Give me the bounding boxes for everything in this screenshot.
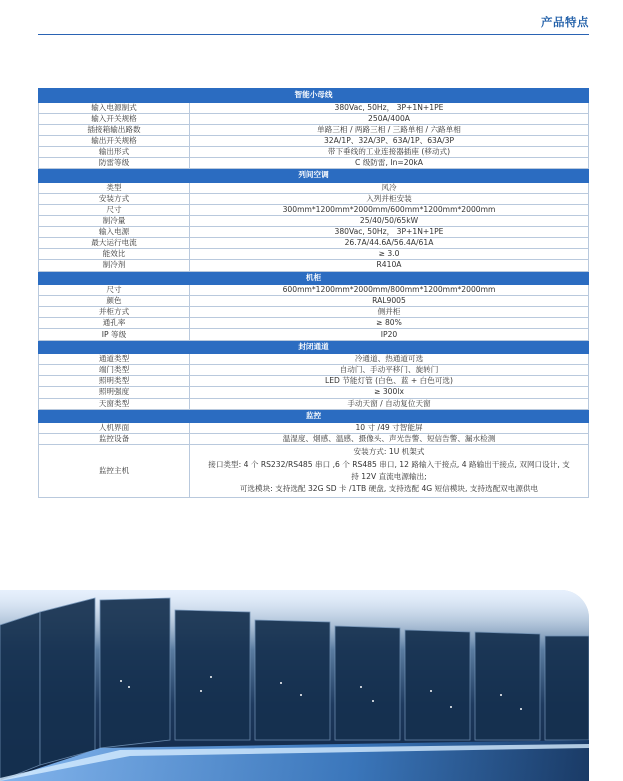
- spec-value-line: 接口类型: 4 个 RS232/RS485 串口 ,6 个 RS485 串口, 12 路输入干接点, 4 路输出干接点, 双网口设计, 支: [208, 459, 570, 469]
- spec-label: 照明强度: [39, 387, 190, 398]
- spec-value: 25/40/50/65kW: [190, 216, 589, 227]
- spec-row: [39, 260, 589, 271]
- spec-label: 输出形式: [39, 146, 190, 157]
- section-header-row: [39, 169, 589, 183]
- spec-value: 300mm*1200mm*2000mm/600mm*1200mm*2000mm: [190, 204, 589, 215]
- data-center-hero-image: [0, 590, 589, 781]
- spec-value: 风冷: [190, 182, 589, 193]
- spec-value: ≥ 3.0: [190, 249, 589, 260]
- spec-row: [39, 285, 589, 296]
- spec-value-line: 可选模块: 支持选配 32G SD 卡 /1TB 硬盘, 支持选配 4G 短信模块, 支持选配双电源供电: [239, 484, 539, 494]
- spec-value: 600mm*1200mm*2000mm/800mm*1200mm*2000mm: [190, 285, 589, 296]
- spec-row: [39, 307, 589, 318]
- spec-row: [39, 423, 589, 434]
- section-title: 封闭通道: [39, 340, 589, 354]
- spec-value: 32A/1P、32A/3P、63A/1P、63A/3P: [190, 135, 589, 146]
- spec-row: [39, 124, 589, 135]
- spec-value: 自动门、手动平移门、旋转门: [190, 365, 589, 376]
- spec-label: 人机界面: [39, 423, 190, 434]
- spec-value: 温湿度、烟感、温感、摄像头、声光告警、短信告警、漏水检测: [190, 434, 589, 445]
- spec-label: 监控设备: [39, 434, 190, 445]
- spec-row: [39, 227, 589, 238]
- spec-label: 端门类型: [39, 365, 190, 376]
- spec-label: 插接箱输出路数: [39, 124, 190, 135]
- spec-label: 防雷等级: [39, 158, 190, 169]
- spec-row: [39, 102, 589, 113]
- spec-label: 制冷量: [39, 216, 190, 227]
- spec-table: [38, 88, 589, 498]
- spec-label: 尺寸: [39, 285, 190, 296]
- spec-label: 输入电源: [39, 227, 190, 238]
- spec-label: 并柜方式: [39, 307, 190, 318]
- spec-value-line: 持 12V 直流电源输出;: [351, 472, 427, 481]
- spec-row: [39, 376, 589, 387]
- spec-row: [39, 146, 589, 157]
- section-title: 机柜: [39, 271, 589, 285]
- spec-value: 入列并柜安装: [190, 193, 589, 204]
- section-header-row: [39, 409, 589, 423]
- spec-label: 颜色: [39, 296, 190, 307]
- spec-row: [39, 182, 589, 193]
- spec-label: 最大运行电流: [39, 238, 190, 249]
- spec-row: [39, 135, 589, 146]
- spec-row: [39, 238, 589, 249]
- spec-value: 250A/400A: [190, 113, 589, 124]
- spec-row-host: [39, 445, 589, 497]
- spec-row: [39, 296, 589, 307]
- spec-row: [39, 329, 589, 340]
- spec-value: R410A: [190, 260, 589, 271]
- section-title: 监控: [39, 409, 589, 423]
- spec-value: IP20: [190, 329, 589, 340]
- spec-label: 通孔率: [39, 318, 190, 329]
- spec-label: 安装方式: [39, 193, 190, 204]
- spec-label: 尺寸: [39, 204, 190, 215]
- spec-row: [39, 113, 589, 124]
- spec-label: 能效比: [39, 249, 190, 260]
- spec-value: 单路三相 / 两路三相 / 三路单相 / 六路单相: [190, 124, 589, 135]
- spec-label: 照明类型: [39, 376, 190, 387]
- spec-value-line: 安装方式: 1U 机架式: [353, 447, 425, 457]
- spec-row: [39, 387, 589, 398]
- spec-row: [39, 398, 589, 409]
- spec-value: ≥ 300lx: [190, 387, 589, 398]
- spec-label: 输出开关规格: [39, 135, 190, 146]
- spec-row: [39, 193, 589, 204]
- spec-value: 手动天窗 / 自动复位天窗: [190, 398, 589, 409]
- section-header-row: [39, 271, 589, 285]
- spec-label: 输入开关规格: [39, 113, 190, 124]
- spec-value: 侧并柜: [190, 307, 589, 318]
- section-title: 列间空调: [39, 169, 589, 183]
- page-title: 产品特点: [541, 15, 589, 29]
- spec-value: LED 节能灯管 (白色、蓝 + 白色可选): [190, 376, 589, 387]
- spec-row: [39, 434, 589, 445]
- spec-value: ≥ 80%: [190, 318, 589, 329]
- spec-row: [39, 318, 589, 329]
- spec-row: [39, 158, 589, 169]
- spec-value: 380Vac, 50Hz， 3P+1N+1PE: [190, 102, 589, 113]
- spec-value: 26.7A/44.6A/56.4A/61A: [190, 238, 589, 249]
- spec-row: [39, 354, 589, 365]
- spec-row: [39, 249, 589, 260]
- spec-label: 制冷剂: [39, 260, 190, 271]
- spec-label: IP 等级: [39, 329, 190, 340]
- spec-value: 冷通道、热通道可选: [190, 354, 589, 365]
- spec-value: RAL9005: [190, 296, 589, 307]
- page-header: [38, 0, 589, 35]
- spec-value: C 级防雷, In=20kA: [190, 158, 589, 169]
- spec-row: [39, 216, 589, 227]
- spec-label: 输入电源制式: [39, 102, 190, 113]
- spec-value: 380Vac, 50Hz， 3P+1N+1PE: [190, 227, 589, 238]
- spec-label: 通道类型: [39, 354, 190, 365]
- spec-label: 监控主机: [39, 445, 190, 497]
- spec-label: 类型: [39, 182, 190, 193]
- section-title: 智能小母线: [39, 89, 589, 103]
- spec-value: 带下垂线的工业连接器插座 (移动式): [190, 146, 589, 157]
- section-header-row: [39, 340, 589, 354]
- section-header-row: [39, 89, 589, 103]
- spec-row: [39, 204, 589, 215]
- spec-value-multiline: [190, 445, 589, 497]
- spec-row: [39, 365, 589, 376]
- spec-label: 天窗类型: [39, 398, 190, 409]
- spec-value: 10 寸 /49 寸智能屏: [190, 423, 589, 434]
